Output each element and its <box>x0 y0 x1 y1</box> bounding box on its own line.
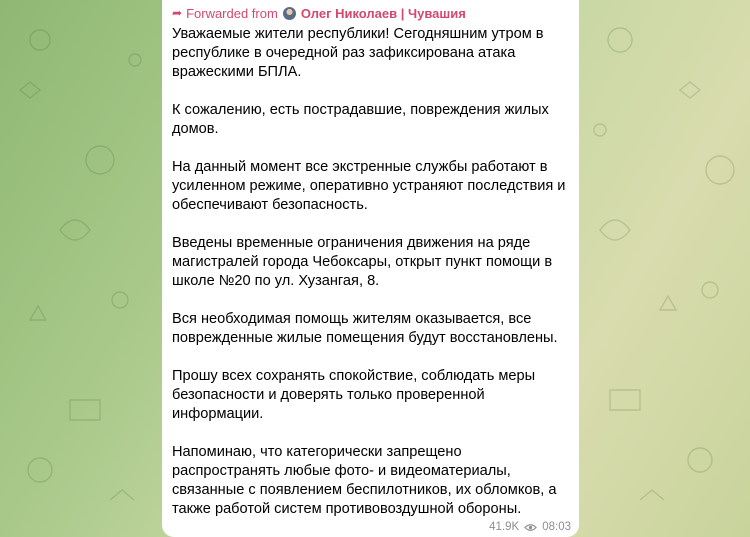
forwarded-header[interactable] <box>172 4 569 22</box>
message-text <box>172 25 569 519</box>
message-paragraph: Напоминаю, что категорически запрещено распространять любые фото- и видеоматериалы, связанные с появлением беспилотников, их обломков, а также работой систем противовоздушной обороны. <box>172 444 557 517</box>
message-meta <box>489 521 571 533</box>
eye-icon <box>524 523 537 532</box>
forwarded-message-bubble[interactable] <box>162 0 579 537</box>
message-paragraph: Введены временные ограничения движения на ряде магистралей города Чебоксары, открыт пункт помощи в школе №20 по ул. Хузангая, 8. <box>172 235 553 289</box>
message-paragraph: Вся необходимая помощь жителям оказывается, все поврежденные жилые помещения будут восстановлены. <box>172 311 558 346</box>
forwarded-author[interactable]: Олег Николаев | Чувашия <box>300 5 466 21</box>
author-avatar[interactable] <box>283 7 296 20</box>
view-count: 41.9K <box>489 521 520 533</box>
message-paragraph: На данный момент все экстренные службы работают в усиленном режиме, оперативно устраняют последствия и обеспечивают безопасность. <box>172 159 566 213</box>
message-paragraph: Прошу всех сохранять спокойствие, соблюдать меры безопасности и доверять только проверенной информации. <box>172 368 536 422</box>
message-paragraph: К сожалению, есть пострадавшие, повреждения жилых домов. <box>172 102 549 137</box>
message-time: 08:03 <box>542 521 571 533</box>
message-paragraph: Уважаемые жители республики! Сегодняшним утром в республике в очередной раз зафиксирована атака вражескими БПЛА. <box>172 26 544 80</box>
forwarded-label: Forwarded from <box>186 5 278 21</box>
forward-arrow-icon: ➦ <box>172 6 183 20</box>
